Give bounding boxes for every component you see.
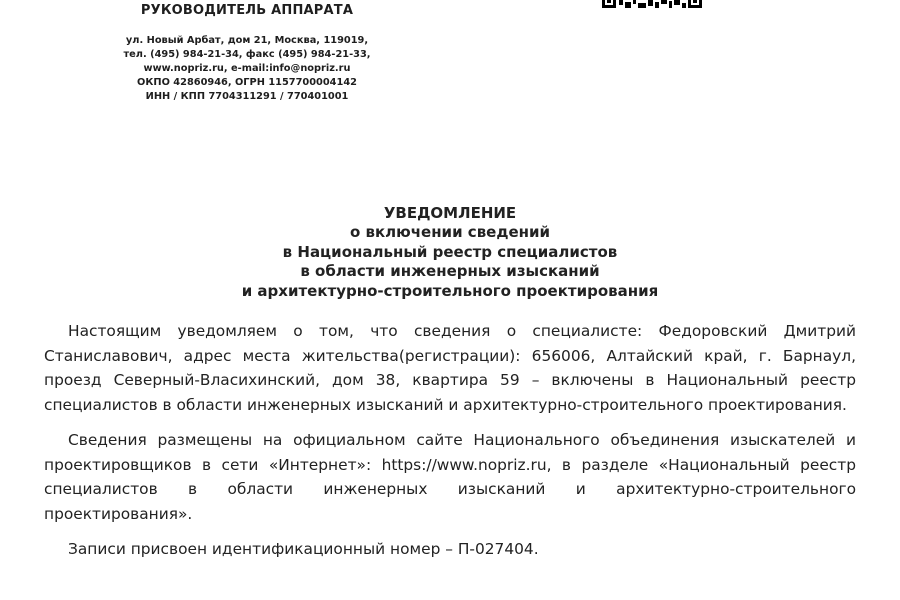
notice-body [44, 319, 856, 573]
inn-kpp-line: ИНН / КПП 7704311291 / 770401001 [145, 91, 349, 102]
okpo-ogrn-line: ОКПО 42860946, ОГРН 1157700004142 [137, 77, 357, 88]
letterhead [106, 3, 388, 104]
identifier-paragraph: Записи присвоен идентификационный номер – П-027404. [68, 540, 539, 558]
qr-code-icon [602, 0, 702, 8]
letterhead-title: РУКОВОДИТЕЛЬ АППАРАТА [140, 3, 354, 18]
publication-paragraph: Сведения размещены на официальном сайте Национального объединения изыскателей и проектировщиков в сети «Интернет»: https://www.nopriz.ru, в разделе «Национальный реестр специалистов в области инженерных изысканий и архитектурно-строительного проектирования». [44, 431, 856, 523]
address-line: ул. Новый Арбат, дом 21, Москва, 119019, [125, 35, 369, 46]
web-email-line: www.nopriz.ru, e-mail:info@nopriz.ru [143, 63, 351, 74]
notice-subtitle-line: и архитектурно-строительного проектирования [241, 281, 659, 300]
notice-subtitle-line: о включении сведений [349, 223, 551, 242]
inclusion-paragraph: Настоящим уведомляем о том, что сведения о специалисте: Федоровский Дмитрий Станиславович, адрес места жительства(регистрации): 656006, Алтайский край, г. Барнаул, проезд Северный-Власихинский, дом 38, квартира 59 – включены в Национальный реестр специалистов в области инженерных изысканий и архитектурно-строительного проектирования. [44, 322, 856, 414]
notice-title [0, 204, 900, 301]
phone-line: тел. (495) 984-21-34, факс (495) 984-21-33, [123, 49, 371, 60]
letterhead-contacts [106, 34, 388, 104]
notice-subtitle-line: в Национальный реестр специалистов [282, 242, 618, 261]
notice-heading: УВЕДОМЛЕНИЕ [383, 204, 517, 222]
notice-subtitle-line: в области инженерных изысканий [300, 262, 600, 281]
